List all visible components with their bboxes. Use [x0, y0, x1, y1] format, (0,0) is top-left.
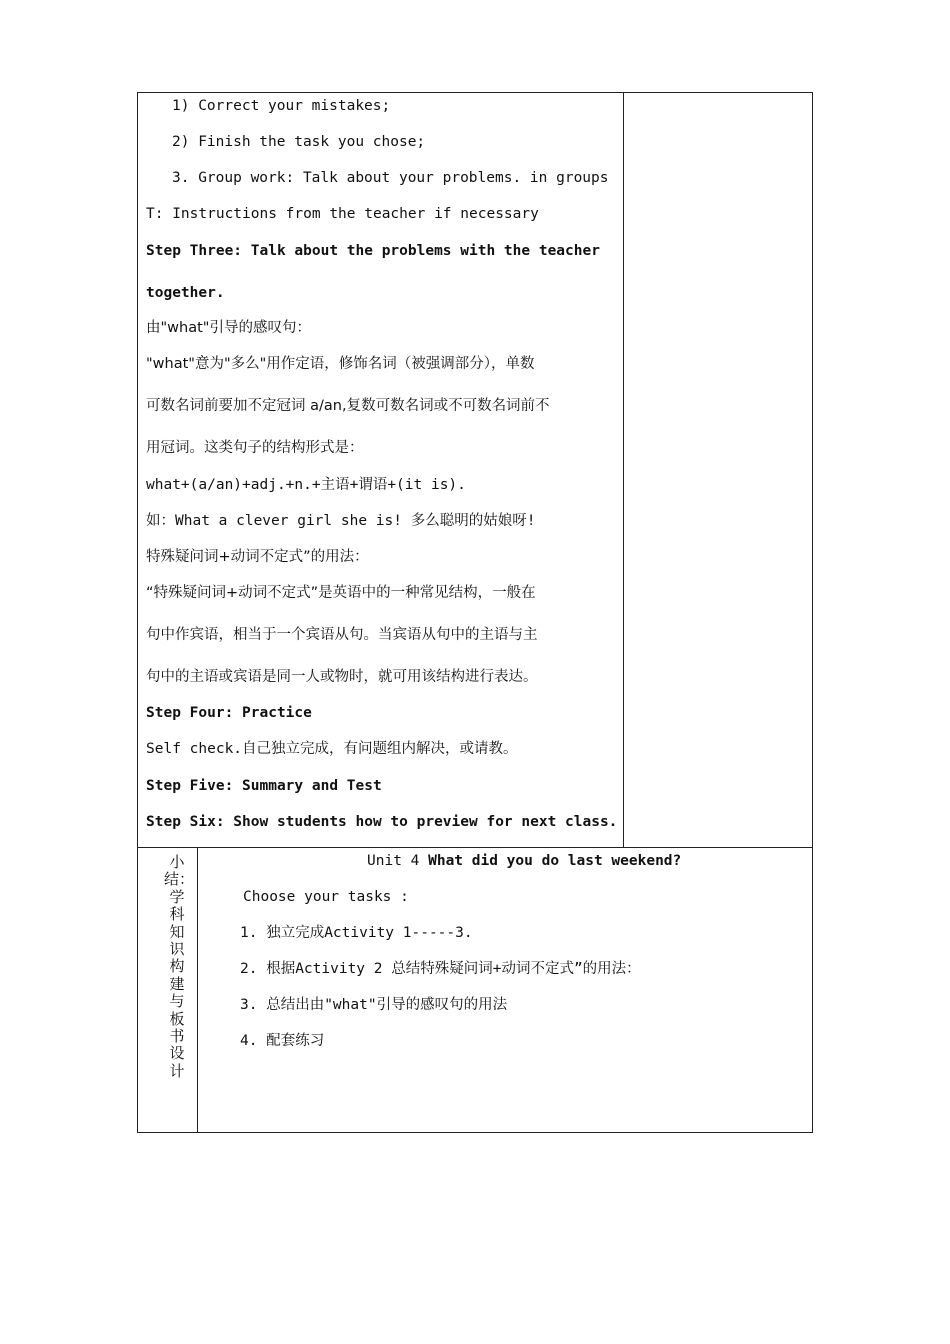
unit-title-line — [367, 851, 681, 871]
table-lower-column-divider — [197, 847, 198, 1133]
task-item: 4. 配套练习 — [240, 1033, 325, 1049]
infinitive-rule-text-2: 句中作宾语，相当于一个宾语从句。当宾语从句中的主语与主 — [146, 627, 538, 643]
exclamation-example: 如：What a clever girl she is! 多么聪明的姑娘呀! — [146, 513, 536, 529]
unit-title: What did you do last weekend? — [428, 853, 682, 869]
step-item-finish-task: 2) Finish the task you chose; — [172, 134, 426, 150]
teacher-instructions: T: Instructions from the teacher if necessary — [146, 206, 539, 222]
exclamation-rule-title: 由"what"引导的感叹句： — [146, 320, 311, 336]
exclamation-rule-text-1: "what"意为"多么"用作定语，修饰名词（被强调部分），单数 — [146, 356, 535, 372]
unit-number: Unit 4 — [367, 853, 429, 869]
step-five-heading: Step Five: Summary and Test — [146, 778, 382, 794]
exclamation-structure: what+(a/an)+adj.+n.+主语+谓语+(it is). — [146, 477, 466, 493]
step-six-heading: Step Six: Show students how to preview for next class. — [146, 814, 618, 830]
task-item: 1. 独立完成Activity 1-----3. — [240, 925, 473, 941]
infinitive-rule-text-1: “特殊疑问词+动词不定式”是英语中的一种常见结构，一般在 — [146, 585, 536, 601]
step-three-heading-continued: together. — [146, 285, 225, 301]
infinitive-rule-text-3: 句中的主语或宾语是同一人或物时，就可用该结构进行表达。 — [146, 669, 538, 685]
step-four-heading: Step Four: Practice — [146, 705, 312, 721]
self-check-text: Self check.自己独立完成，有问题组内解决，或请教。 — [146, 741, 518, 757]
task-item: 2. 根据Activity 2 总结特殊疑问词+动词不定式”的用法： — [240, 961, 641, 977]
infinitive-rule-title: 特殊疑问词+动词不定式”的用法： — [146, 549, 369, 565]
choose-tasks-label: Choose your tasks : — [243, 889, 409, 905]
table-lower-frame — [137, 847, 813, 1133]
step-item-correct-mistakes: 1) Correct your mistakes; — [172, 98, 391, 114]
summary-section-label: 小结：学科知识构建与板书设计 — [164, 853, 195, 1080]
step-three-heading: Step Three: Talk about the problems with the teacher — [146, 243, 600, 259]
step-item-group-work: 3. Group work: Talk about your problems. in groups — [172, 170, 609, 186]
exclamation-rule-text-2: 可数名词前要加不定冠词 a/an,复数可数名词或不可数名词前不 — [146, 398, 550, 414]
task-item: 3. 总结出由"what"引导的感叹句的用法 — [240, 997, 508, 1013]
table-upper-column-divider — [623, 92, 624, 848]
exclamation-rule-text-3: 用冠词。这类句子的结构形式是： — [146, 440, 364, 456]
